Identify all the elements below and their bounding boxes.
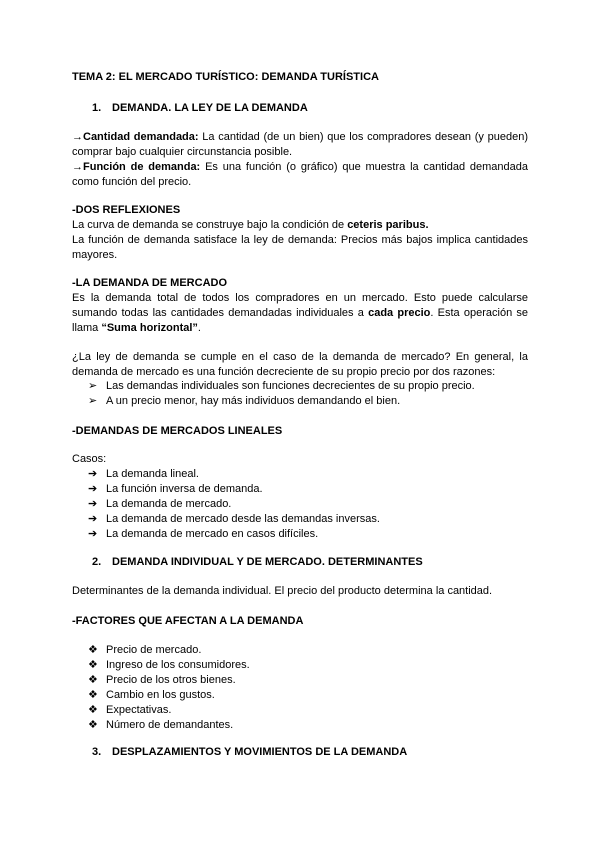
mercados-lineales-heading: -DEMANDAS DE MERCADOS LINEALES: [72, 425, 283, 437]
funcion-demanda-paragraph: [72, 160, 528, 190]
suma-horizontal: “Suma horizontal”: [101, 322, 198, 334]
list-item: [72, 497, 528, 512]
list-item-text: Las demandas individuales son funciones decrecientes de su propio precio.: [106, 380, 475, 392]
demanda-mercado-heading: -LA DEMANDA DE MERCADO: [72, 277, 228, 289]
list-item-text: Número de demandantes.: [106, 719, 234, 731]
arrow-bullet-icon: ➔: [88, 528, 98, 540]
arrow-bullet-icon: ➔: [88, 513, 98, 525]
list-item-text: Precio de los otros bienes.: [106, 674, 236, 686]
funcion-term: Función de demanda:: [83, 161, 201, 173]
arrow-bullet-icon: ➔: [88, 468, 98, 480]
list-item: [72, 394, 528, 409]
factores-heading: -FACTORES QUE AFECTAN A LA DEMANDA: [72, 615, 304, 627]
list-item: [72, 643, 528, 658]
list-item-text: Precio de mercado.: [106, 644, 202, 656]
list-item-text: Ingreso de los consumidores.: [106, 659, 250, 671]
cada-precio: cada precio: [368, 307, 431, 319]
casos-label: Casos:: [72, 453, 107, 465]
diamond-bullet-icon: ❖: [88, 644, 98, 656]
section-2-number: 2.: [92, 556, 102, 568]
demanda-mercado-paragraph: [72, 291, 528, 336]
list-item: [72, 658, 528, 673]
diamond-bullet-icon: ❖: [88, 674, 98, 686]
list-item: [72, 718, 528, 733]
mercado-text-1: Es la demanda total de todos los compradores en un mercado. Esto puede calcularse sumando todas las cantidades demandadas individuales a: [72, 292, 528, 319]
arrowhead-bullet-icon: ➢: [88, 395, 98, 407]
casos-list: [72, 467, 528, 542]
list-item: [72, 512, 528, 527]
section-3-heading: [92, 745, 528, 760]
factores-list: [72, 643, 528, 733]
list-item-text: La demanda de mercado desde las demandas inversas.: [106, 513, 380, 525]
list-item-text: A un precio menor, hay más individuos demandando el bien.: [106, 395, 401, 407]
list-item: [72, 379, 528, 394]
diamond-bullet-icon: ❖: [88, 704, 98, 716]
section-1-heading: [92, 101, 528, 116]
section-1-title: DEMANDA. LA LEY DE LA DEMANDA: [112, 102, 308, 114]
razones-list: [72, 379, 528, 409]
cantidad-demandada-paragraph: [72, 130, 528, 160]
arrow-icon: →: [72, 161, 83, 173]
list-item-text: Expectativas.: [106, 704, 172, 716]
diamond-bullet-icon: ❖: [88, 659, 98, 671]
list-item: [72, 527, 528, 542]
ley-demanda-question: ¿La ley de demanda se cumple en el caso de la demanda de mercado? En general, la demanda de mercado es una función decreciente de su propio precio por dos razones:: [72, 351, 528, 378]
list-item: [72, 467, 528, 482]
ceteris-paribus: ceteris paribus.: [347, 219, 429, 231]
list-item-text: La función inversa de demanda.: [106, 483, 263, 495]
arrow-icon: →: [72, 131, 83, 143]
dos-reflexiones-heading: -DOS REFLEXIONES: [72, 204, 181, 216]
funcion-definition: Es una función (o gráfico) que muestra la cantidad demandada como función del precio.: [72, 161, 528, 188]
list-item: [72, 673, 528, 688]
list-item-text: La demanda de mercado en casos difíciles.: [106, 528, 319, 540]
diamond-bullet-icon: ❖: [88, 689, 98, 701]
list-item: [72, 482, 528, 497]
arrow-bullet-icon: ➔: [88, 498, 98, 510]
mercado-text-3: .: [197, 322, 201, 334]
reflexion-1-text: La curva de demanda se construye bajo la condición de: [72, 219, 348, 231]
mercado-text-2: . Esta operación se llama: [72, 307, 529, 334]
section-2-title: DEMANDA INDIVIDUAL Y DE MERCADO. DETERMINANTES: [112, 556, 423, 568]
section-1-number: 1.: [92, 102, 102, 114]
list-item-text: La demanda de mercado.: [106, 498, 232, 510]
arrowhead-bullet-icon: ➢: [88, 380, 98, 392]
arrow-bullet-icon: ➔: [88, 483, 98, 495]
section-2-heading: [92, 555, 528, 570]
list-item-text: La demanda lineal.: [106, 468, 199, 480]
determinantes-paragraph: Determinantes de la demanda individual. El precio del producto determina la cantidad.: [72, 585, 493, 597]
reflexion-1: [72, 218, 528, 233]
section-3-number: 3.: [92, 746, 102, 758]
cantidad-definition: La cantidad (de un bien) que los compradores desean (y pueden) comprar bajo cualquier circunstancia posible.: [72, 131, 529, 158]
diamond-bullet-icon: ❖: [88, 719, 98, 731]
document-title: TEMA 2: EL MERCADO TURÍSTICO: DEMANDA TURÍSTICA: [72, 71, 379, 83]
cantidad-term: Cantidad demandada:: [83, 131, 199, 143]
reflexion-2: La función de demanda satisface la ley de demanda: Precios más bajos implica cantidades mayores.: [72, 234, 528, 261]
list-item: [72, 688, 528, 703]
list-item-text: Cambio en los gustos.: [106, 689, 215, 701]
section-3-title: DESPLAZAMIENTOS Y MOVIMIENTOS DE LA DEMANDA: [112, 746, 408, 758]
list-item: [72, 703, 528, 718]
